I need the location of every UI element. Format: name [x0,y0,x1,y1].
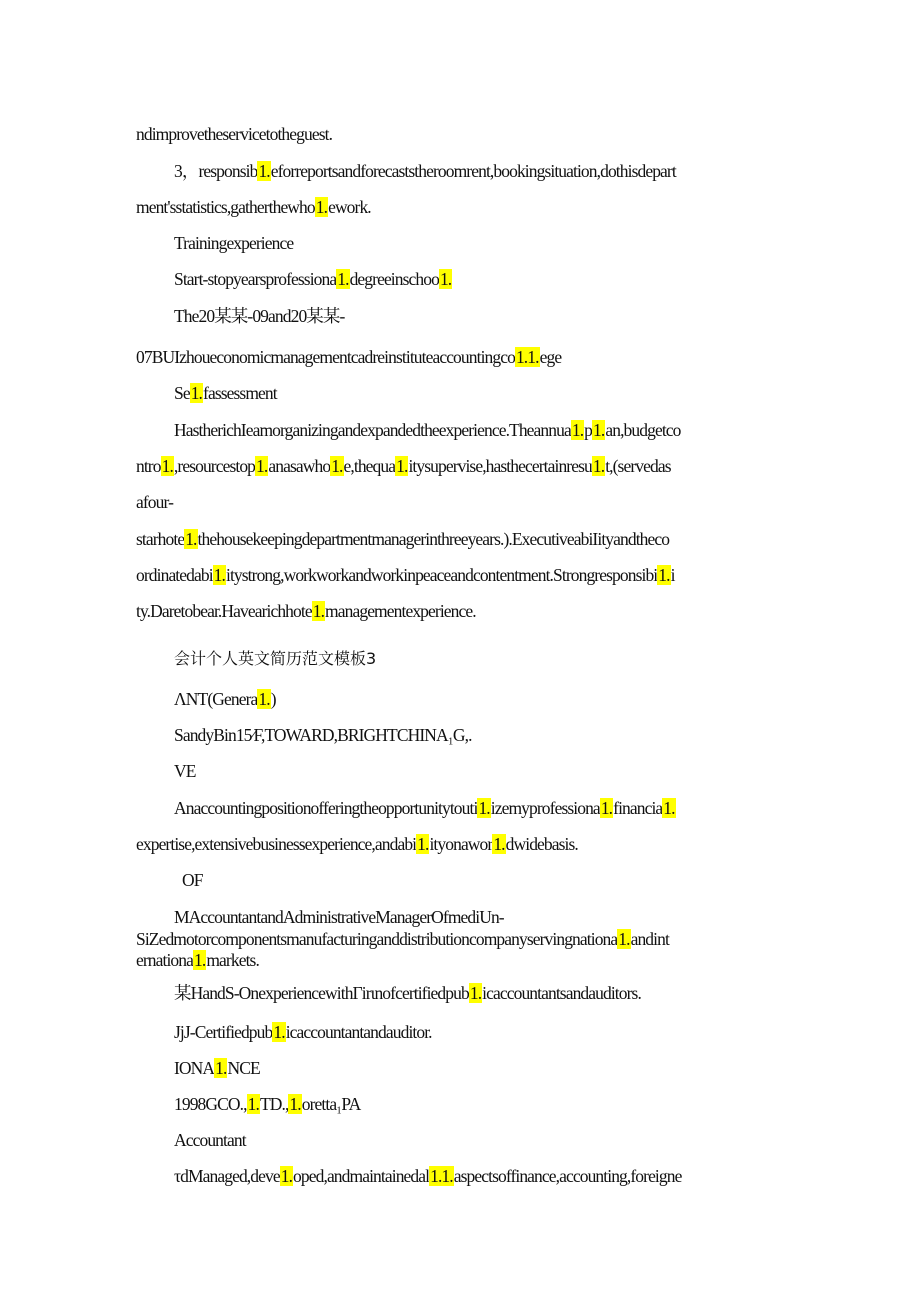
text-segment: icaccountantandauditor. [285,1022,432,1042]
text-line [136,123,332,145]
text-segment: ,resourcestop [173,456,256,476]
text-segment: thehousekeepingdepartmentmanagerinthreeyears.).ExecutiveabiIityandtheco [197,529,670,549]
text-segment: 3，responsib [174,161,258,181]
highlighted-text: 1. [337,269,349,289]
highlighted-text: 1. [273,1022,285,1042]
text-segment: dwidebasis. [505,834,578,854]
text-line [136,564,675,586]
text-line [182,869,203,891]
text-segment: an,budgetco [605,420,681,440]
text-segment: IONA [174,1058,215,1078]
text-segment: e,thequa [343,456,396,476]
text-segment: itystrong,workworkandworkinpeaceandcontentment.Strongresponsibi [226,565,658,585]
text-segment: 07BUIzhoueconomicmanagementcadreinstituteaccountingco [136,347,515,367]
text-segment: MAccountantandAdministrativeManagerOfmediUn- [174,907,504,927]
text-segment: Trainingexperience [174,233,294,253]
text-segment: t,(servedas [605,456,671,476]
text-line [174,797,676,819]
text-line [174,906,504,928]
text-segment: ework. [328,197,371,217]
text-segment: 1998GCO., [174,1094,247,1114]
highlighted-text: 1. [493,834,505,854]
text-segment: Start-stopyearsprofessiona [174,269,337,289]
text-segment: itysupervise,hasthecertainresu [408,456,592,476]
text-line [174,1165,681,1187]
text-segment: i [670,565,675,585]
text-segment: ) [270,689,276,709]
highlighted-text: 1. [213,565,225,585]
text-segment: fassessment [203,383,277,403]
text-line [174,305,344,327]
text-segment: ege [539,347,562,367]
text-line [174,724,472,746]
text-segment: afour- [136,492,173,512]
highlighted-text: 1. [280,1166,293,1186]
text-segment: ty.Daretobear.Havearichhote [136,601,312,621]
text-line [174,232,293,254]
highlighted-text: 1. [663,798,675,818]
text-segment: NCE [227,1058,260,1078]
text-segment: p [584,420,593,440]
text-segment: τdManaged,deve [174,1166,280,1186]
highlighted-text: 1. [289,1094,301,1114]
text-segment: ndimprovetheservicetotheguest. [136,124,333,144]
text-segment: icaccountantsandauditors. [482,983,641,1003]
text-line [136,949,259,971]
text-segment: HastherichIeamorganizingandexpandedtheexperience.Theannua [174,420,571,440]
text-segment: ment'sstatistics,gatherthewho [136,197,315,217]
text-line [136,491,173,513]
text-line [136,528,669,550]
text-segment: OF [182,870,203,890]
text-line [174,268,452,290]
text-segment: Anaccountingpositionofferingtheopportunitytouti [174,798,478,818]
text-segment: Accountant [174,1130,246,1150]
text-segment: managementexperience. [325,601,476,621]
highlighted-text: 1. [194,950,206,970]
text-segment: TD., [259,1094,289,1114]
highlighted-text: 1. [190,383,203,403]
highlighted-text: 1. [618,929,630,949]
text-segment: ntro [136,456,161,476]
highlighted-text: 1. [469,983,482,1003]
text-line [136,455,671,477]
text-segment: ityonawor [429,834,493,854]
text-line [174,982,641,1004]
text-line [136,928,669,950]
text-line [174,382,277,404]
text-segment: 会计个人英文简历范文模板3 [174,649,377,668]
text-segment: izemyprofessiona [490,798,600,818]
highlighted-text: 1. [315,197,328,217]
highlighted-text: 1. [256,456,268,476]
text-line [136,196,371,218]
highlighted-text: 1. [478,798,490,818]
text-segment: starhote [136,529,185,549]
highlighted-text: 1. [331,456,343,476]
text-segment: anasawho [268,456,331,476]
text-segment: VE [174,761,196,781]
highlighted-text: 1. [258,161,270,181]
highlighted-text: 1. [571,420,584,440]
text-line [174,688,276,710]
text-segment: expertise,extensivebusinessexperience,andabi [136,834,417,854]
text-segment: eforreportsandforecaststheroomrent,bookingsituation,dothisdepart [270,161,676,181]
text-segment: ordinatedabi [136,565,213,585]
text-line [174,648,376,670]
highlighted-text: 1. [592,456,605,476]
text-segment: SiZedmotorcomponentsmanufacturinganddistributioncompanyservingnationa [136,929,618,949]
text-line [136,833,578,855]
highlighted-text: 1. [312,601,325,621]
text-segment: oretta₁PA [301,1094,361,1114]
text-segment: oped,andmaintainedal [293,1166,430,1186]
text-segment: degreeinschoo [349,269,439,289]
highlighted-text: 1. [439,269,452,289]
highlighted-text: 1. [258,689,270,709]
text-segment: ΛNT(Genera [174,689,258,709]
text-line [174,1093,360,1115]
text-segment: 某HandS-OnexperiencewithΓirιnofcertifiedpub [174,983,469,1003]
highlighted-text: 1.1. [430,1166,453,1186]
text-segment: Se [174,383,190,403]
text-line [174,419,681,441]
text-line [174,1021,432,1043]
text-segment: financia [613,798,663,818]
text-segment: JjJ-Certifiedpub [174,1022,273,1042]
highlighted-text: 1.1. [515,347,539,367]
highlighted-text: 1. [215,1058,227,1078]
text-line [136,346,561,368]
text-segment: SandyBin15∕F,TOWARD,BRIGHTCHINA₁G,. [174,725,472,745]
highlighted-text: 1. [600,798,613,818]
text-segment: aspectsoffinance,accounting,foreigne [453,1166,682,1186]
highlighted-text: 1. [417,834,429,854]
highlighted-text: 1. [593,420,605,440]
highlighted-text: 1. [247,1094,259,1114]
text-segment: ernationa [136,950,194,970]
highlighted-text: 1. [185,529,197,549]
text-line [174,1057,260,1079]
text-line [174,160,676,182]
text-segment: andint [630,929,669,949]
highlighted-text: 1. [396,456,408,476]
highlighted-text: 1. [658,565,670,585]
text-segment: The20某某-09and20某某- [174,306,345,326]
text-line [136,600,476,622]
text-segment: markets. [206,950,259,970]
highlighted-text: 1. [161,456,173,476]
text-line [174,760,196,782]
text-line [174,1129,246,1151]
